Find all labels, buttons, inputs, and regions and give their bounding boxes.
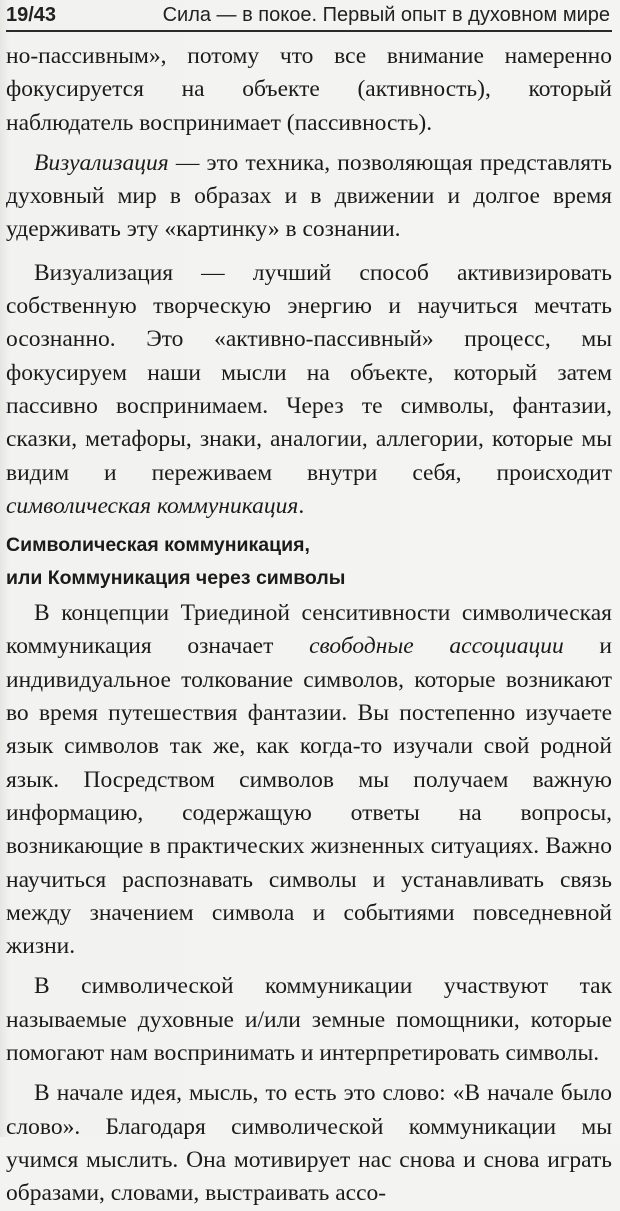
paragraph-text: — это техника, позволяющая представлять духовный мир в образах и в движении и долгое время удерживать эту «картинку» в сознании. [6,149,612,243]
running-title: Сила — в покое. Первый опыт в духовном мире [162,4,610,26]
section-heading-line-2: или Коммуникация через символы [6,567,346,590]
body-text [6,40,612,1211]
paragraph-visualization [6,257,612,523]
paragraph-helpers: В символической коммуникации участвуют так называемые духовные и/или земные помощники, которые помогают нам воспринимать и интерпретировать символы. [6,973,612,1067]
paragraph-word: В начале идея, мысль, то есть это слово: «В начале было слово». Благодаря символической коммуникации мы учимся мыслить. Она мотивирует нас снова и снова играть образами, словами, выстраивать ассо- [6,1080,612,1207]
paragraph-end: . [298,492,305,519]
page-number: 19/43 [6,4,57,26]
section-heading-line-1: Символическая коммуникация, [6,534,310,557]
paragraph-continuation: но-пассивным», потому что все внимание намеренно фокусируется на объекте (активность), который наблюдатель воспринимает (пассивность). [6,43,612,136]
paragraph-text-rest: и индивидуальное толкование символов, которые возникают во время путешествия фантазии. Вы постепенно изучаете язык символов так же, как когда-то изучали свой родной язык. Посредством символов мы получаем важную информацию, содержащую ответы на вопросы, возникающие в практических жизненных ситуациях. Важно научиться распознавать символы и устанавливать связь между значением символа и событиями повседневной жизни. [6,633,612,960]
paragraph-visualization-definition [6,147,612,247]
running-head [6,0,612,32]
term-visualization: Визуализация [34,149,169,176]
emphasis-symbolic-communication: символическая коммуникация [6,492,299,519]
section-heading [6,529,612,595]
paragraph-text: Визуализация — лучший способ активизировать собственную творческую энергию и научиться мечтать осознанно. Это «активно-пассивный» процесс, мы фокусируем наши мысли на объекте, который затем пассивно воспринимаем. Через те символы, фантазии, сказки, метафоры, знаки, аналогии, аллегории, которые мы видим и переживаем внутри себя, происходит [6,259,612,486]
paragraph-concept [6,597,612,963]
emphasis-free-associations: свободные ассоциации [309,633,564,660]
paragraph-text: В концепции Триединой сенситивности символическая коммуникация означает [6,600,612,660]
